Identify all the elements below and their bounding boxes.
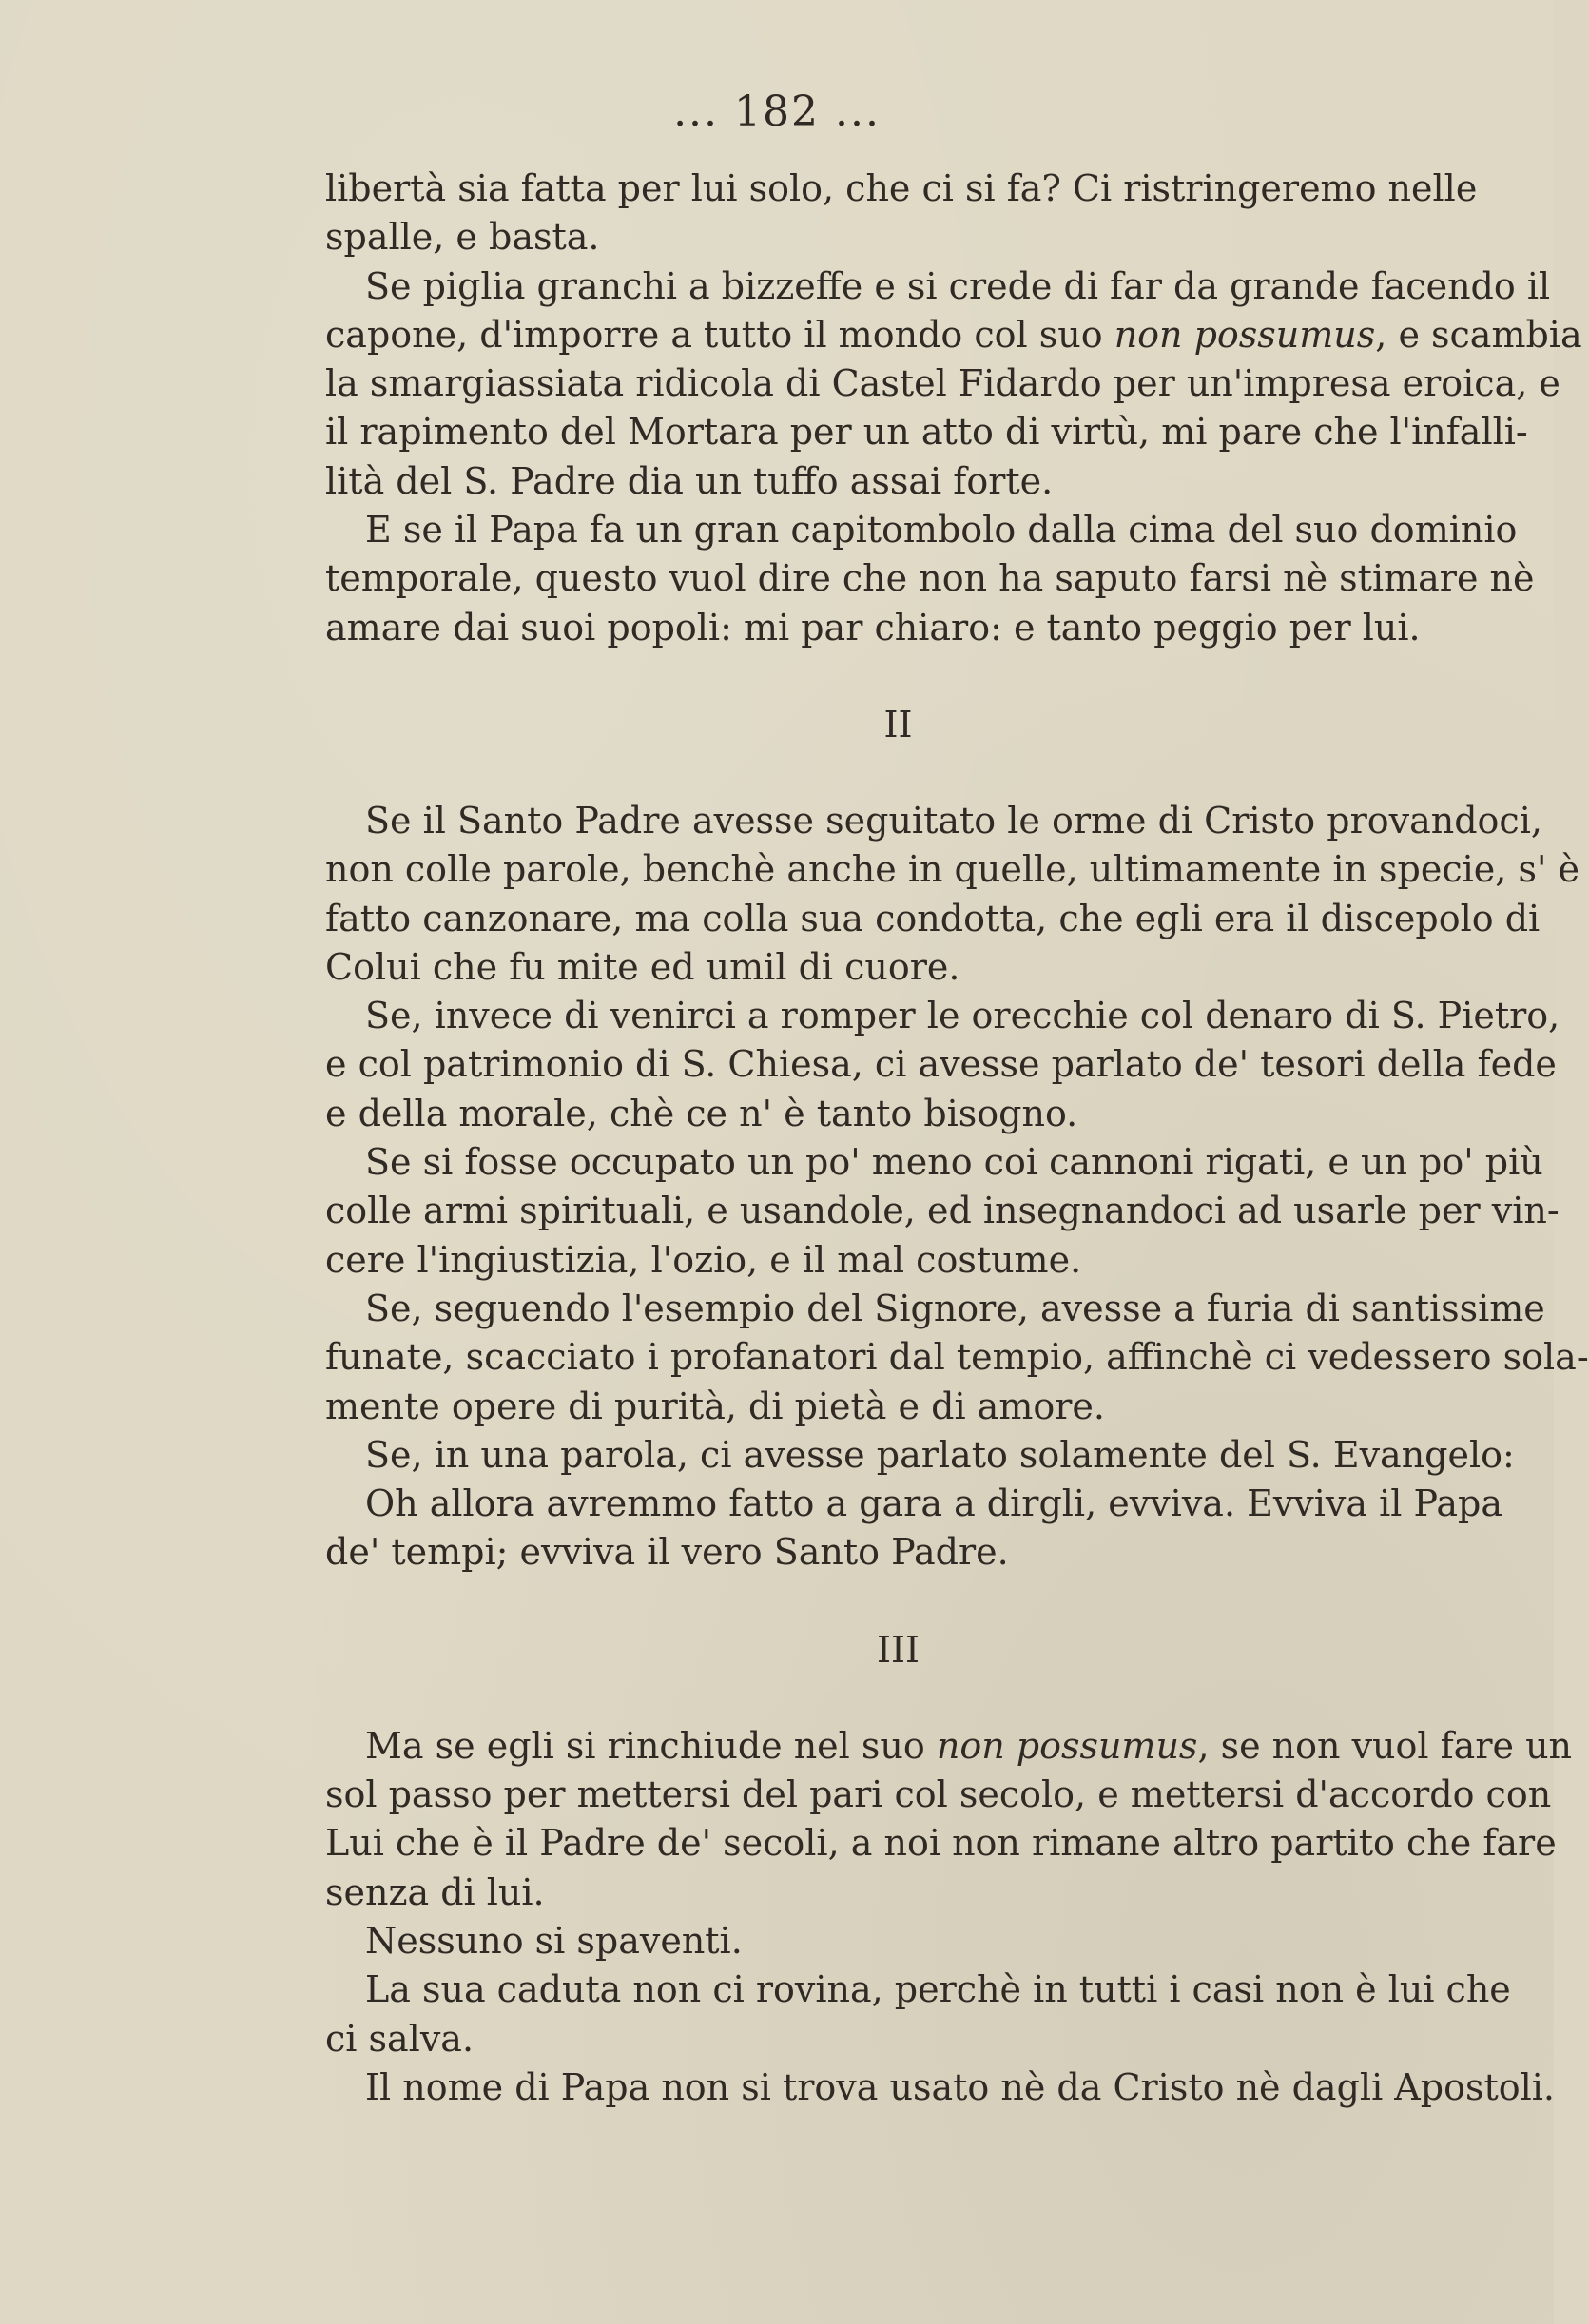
text-line-with-italic <box>325 311 1582 359</box>
text-line: libertà sia fatta per lui solo, che ci si fa? Ci ristringeremo nelle <box>325 167 1478 209</box>
text-line: il rapimento del Mortara per un atto di virtù, mi pare che l'infalli- <box>325 411 1528 454</box>
text-line: Se, in una parola, ci avesse parlato solamente del S. Evangelo: <box>365 1433 1515 1476</box>
text-run: capone, d'imporre a tutto il mondo col suo <box>325 313 1114 356</box>
text-line: non colle parole, benchè anche in quelle, ultimamente in specie, s' è <box>325 848 1579 891</box>
text-line: temporale, questo vuol dire che non ha saputo farsi nè stimare nè <box>325 557 1535 600</box>
section-heading-iii: III <box>876 1628 920 1671</box>
text-line: de' tempi; evviva il vero Santo Padre. <box>325 1531 1009 1574</box>
text-line: amare dai suoi popoli: mi par chiaro: e tanto peggio per lui. <box>325 606 1421 649</box>
text-line: Lui che è il Padre de' secoli, a noi non rimane altro partito che fare <box>325 1822 1557 1865</box>
spacer <box>325 652 1471 701</box>
text-line: Se si fosse occupato un po' meno coi cannoni rigati, e un po' più <box>365 1141 1543 1184</box>
text-line: e col patrimonio di S. Chiesa, ci avesse parlato de' tesori della fede <box>325 1043 1557 1086</box>
text-line: Se, seguendo l'esempio del Signore, avesse a furia di santissime <box>365 1287 1545 1329</box>
text-line: La sua caduta non ci rovina, perchè in tutti i casi non è lui che <box>365 1968 1511 2011</box>
text-run: , e scambia <box>1375 313 1582 356</box>
text-line: Colui che fu mite ed umil di cuore. <box>325 945 960 988</box>
text-line: E se il Papa fa un gran capitombolo dalla cima del suo dominio <box>365 509 1518 552</box>
section-heading-ii: II <box>883 703 913 746</box>
text-line: colle armi spirituali, e usandole, ed insegnandoci ad usarle per vin- <box>325 1190 1560 1232</box>
text-line: la smargiassiata ridicola di Castel Fidardo per un'impresa eroica, e <box>325 362 1560 405</box>
text-line: Il nome di Papa non si trova usato nè da Cristo nè dagli Apostoli. <box>365 2065 1555 2108</box>
text-line: ci salva. <box>325 2017 475 2060</box>
page-number: ... 182 ... <box>673 87 881 136</box>
text-run: , se non vuol fare un <box>1197 1724 1573 1767</box>
text-line: funate, scacciato i profanatori dal tempio, affinchè ci vedessero sola- <box>325 1336 1589 1379</box>
page-body <box>325 165 1589 2112</box>
text-line: Se il Santo Padre avesse seguitato le orme di Cristo provandoci, <box>365 799 1542 842</box>
italic-phrase: non possumus <box>936 1724 1198 1767</box>
text-line: fatto canzonare, ma colla sua condotta, che egli era il discepolo di <box>325 897 1541 939</box>
text-line: Se piglia granchi a bizzeffe e si crede di far da grande facendo il <box>365 264 1551 307</box>
text-line: mente opere di purità, di pietà e di amore. <box>325 1385 1105 1427</box>
text-line: Oh allora avremmo fatto a gara a dirgli, evviva. Evviva il Papa <box>365 1482 1503 1525</box>
text-line: lità del S. Padre dia un tuffo assai forte. <box>325 459 1054 502</box>
text-line: Se, invece di venirci a romper le orecchie col denaro di S. Pietro, <box>365 995 1560 1037</box>
text-line: sol passo per mettersi del pari col secolo, e mettersi d'accordo con <box>325 1773 1552 1816</box>
text-line: cere l'ingiustizia, l'ozio, e il mal costume. <box>325 1238 1082 1281</box>
text-run: Ma se egli si rinchiude nel suo <box>365 1724 937 1767</box>
text-line: e della morale, chè ce n' è tanto bisogno. <box>325 1092 1078 1134</box>
text-line: spalle, e basta. <box>325 216 600 259</box>
text-line-with-italic <box>325 1722 1573 1771</box>
text-line: Nessuno si spaventi. <box>365 1919 743 1962</box>
spacer <box>325 1578 1471 1626</box>
spacer <box>325 749 1471 797</box>
text-line: senza di lui. <box>325 1870 545 1913</box>
spacer <box>325 1675 1471 1722</box>
italic-phrase: non possumus <box>1114 313 1376 356</box>
